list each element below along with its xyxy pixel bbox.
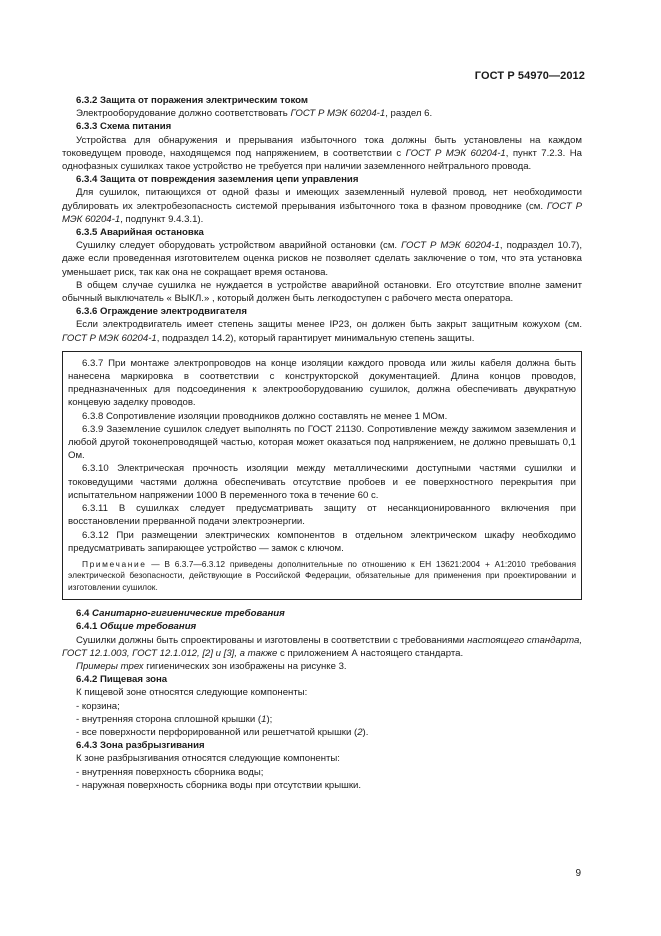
section-electrical [62, 94, 582, 345]
section-heading [62, 607, 582, 620]
section-title: Ограждение электродвигателя [100, 306, 247, 318]
box-paragraph: 6.3.8 Сопротивление изоляции проводников должно составлять не менее 1 МОм. [82, 410, 448, 422]
section-heading [62, 226, 582, 239]
list-item: - внутренняя сторона сплошной крышки (1); [76, 713, 273, 725]
note-label: Примечание [82, 558, 147, 569]
section-title: Общие требования [100, 621, 197, 633]
section-title: Аварийная остановка [100, 227, 204, 239]
paragraph: Устройства для обнаружения и прерывания избыточного тока должны быть установлены на каждом токоведущем проводе, находящемся под напряжением, в соответствии с ГОСТ Р МЭК 60204-1, пункт 7.2.3. На однофазных сушилках такое устройство не требуется при наличии заземленного нейтрального провода. [62, 134, 582, 173]
section-title: Защита от поражения электрическим током [100, 95, 308, 106]
paragraph: Если электродвигатель имеет степень защиты менее IP23, он должен быть закрыт защитным кожухом (см. ГОСТ Р МЭК 60204-1, подраздел 14.2), который гарантирует минимальную степень защиты. [62, 319, 582, 344]
box-paragraphs [68, 357, 576, 555]
section-number: 6.3.5 [76, 227, 101, 239]
standard-code-header: ГОСТ Р 54970—2012 [474, 70, 585, 82]
section-hygiene [62, 607, 582, 792]
box-paragraph: 6.3.12 При размещении электрических компонентов в отдельном электрическом шкафу необходимо предусматривать запирающее устройство — замок с ключом. [68, 529, 576, 554]
note-paragraph [68, 559, 576, 593]
section-heading [62, 305, 582, 318]
paragraph: Сушилки должны быть спроектированы и изготовлены в соответствии с требованиями настоящего стандарта, ГОСТ 12.1.003, ГОСТ 12.1.012, [2] и [3], а также с приложением А настоящего стандарта. [62, 634, 583, 659]
paragraph: Электрооборудование должно соответствовать ГОСТ Р МЭК 60204-1, раздел 6. [76, 108, 433, 120]
section-title: Защита от повреждения заземления цепи управления [100, 174, 359, 186]
list-item: - все поверхности перфорированной или решетчатой крышки (2). [76, 726, 369, 738]
section-heading [62, 173, 582, 186]
page-content [62, 94, 582, 792]
section-number: 6.4 [76, 608, 93, 620]
framed-additions-box [62, 351, 582, 600]
box-paragraph: 6.3.10 Электрическая прочность изоляции между металлическими доступными частями сушилки и токоведущими частями должна обеспечивать отсутствие пробоев и ее поверхностного перекрытия при испытательном напряжении 1000 В переменного тока в течение 60 с. [68, 463, 576, 501]
section-heading [62, 120, 582, 133]
section-heading [62, 620, 582, 633]
paragraph: К пищевой зоне относятся следующие компоненты: [76, 687, 308, 699]
section-heading [62, 673, 582, 686]
paragraph: К зоне разбрызгивания относятся следующие компоненты: [76, 753, 340, 765]
paragraph: В общем случае сушилка не нуждается в устройстве аварийной остановки. Его отсутствие вполне заменит обычный выключатель « ВЫКЛ.» , который должен быть легкодоступен с рабочего места оператора. [62, 279, 582, 305]
paragraph: Примеры трех гигиенических зон изображены на рисунке 3. [76, 660, 347, 672]
list-item: - наружная поверхность сборника воды при отсутствии крышки. [76, 779, 362, 791]
section-title: Санитарно-гигиенические требования [92, 608, 285, 620]
list-item: - корзина; [76, 700, 120, 712]
section-heading [62, 739, 582, 752]
section-number: 6.3.6 [76, 306, 101, 318]
section-number: 6.4.3 [76, 740, 101, 752]
list-item: - внутренняя поверхность сборника воды; [76, 766, 264, 778]
section-title: Пищевая зона [100, 674, 168, 686]
section-number: 6.4.2 [76, 674, 101, 686]
section-title: Зона разбрызгивания [100, 740, 205, 752]
page-number: 9 [575, 868, 581, 879]
box-paragraph: 6.3.7 При монтаже электропроводов на конце изоляции каждого провода или жилы кабеля должна быть нанесена маркировка в соответствии с конструкторской документацией. Длина концов проводов, предназначенных для подсоединения к электрооборудованию сушилок, должна обеспечивать двукратную концевую заделку проводов. [68, 357, 576, 409]
paragraph: Сушилку следует оборудовать устройством аварийной остановки (см. ГОСТ Р МЭК 60204-1, подраздел 10.7), даже если проведенная изготовителем оценка рисков не позволяет сделать заключение о том, что эта установка уменьшает риск, так как она не сокращает время останова. [62, 240, 582, 278]
paragraph: Для сушилок, питающихся от одной фазы и имеющих заземленный нулевой провод, нет необходимости дублировать их электробезопасность системой прерывания избыточного тока в фазном проводнике (см. ГОСТ Р МЭК 60204-1, подпункт 9.4.3.1). [62, 187, 582, 225]
section-number: 6.3.2 [76, 95, 101, 106]
note-text: — В 6.3.7—6.3.12 приведены дополнительные по отношению к ЕН 13621:2004 + А1:2010 требования электрической безопасности, действующие в Российской Федерации, обязательные для применения при проектировании и изготовлении сушилок. [68, 558, 576, 592]
box-paragraph: 6.3.9 Заземление сушилок следует выполнять по ГОСТ 21130. Сопротивление между зажимом заземления и любой другой токонепроводящей частью, которая может оказаться под напряжением, не должно превышать 0,1 Ом. [68, 423, 576, 462]
section-number: 6.3.3 [76, 121, 101, 133]
section-number: 6.3.4 [76, 174, 101, 186]
section-heading [62, 94, 582, 107]
section-title: Схема питания [100, 121, 172, 133]
box-paragraph: 6.3.11 В сушилках следует предусматривать защиту от несанкционированного включения при восстановлении прерванной подачи электроэнергии. [68, 503, 576, 528]
section-number: 6.4.1 [76, 621, 101, 633]
